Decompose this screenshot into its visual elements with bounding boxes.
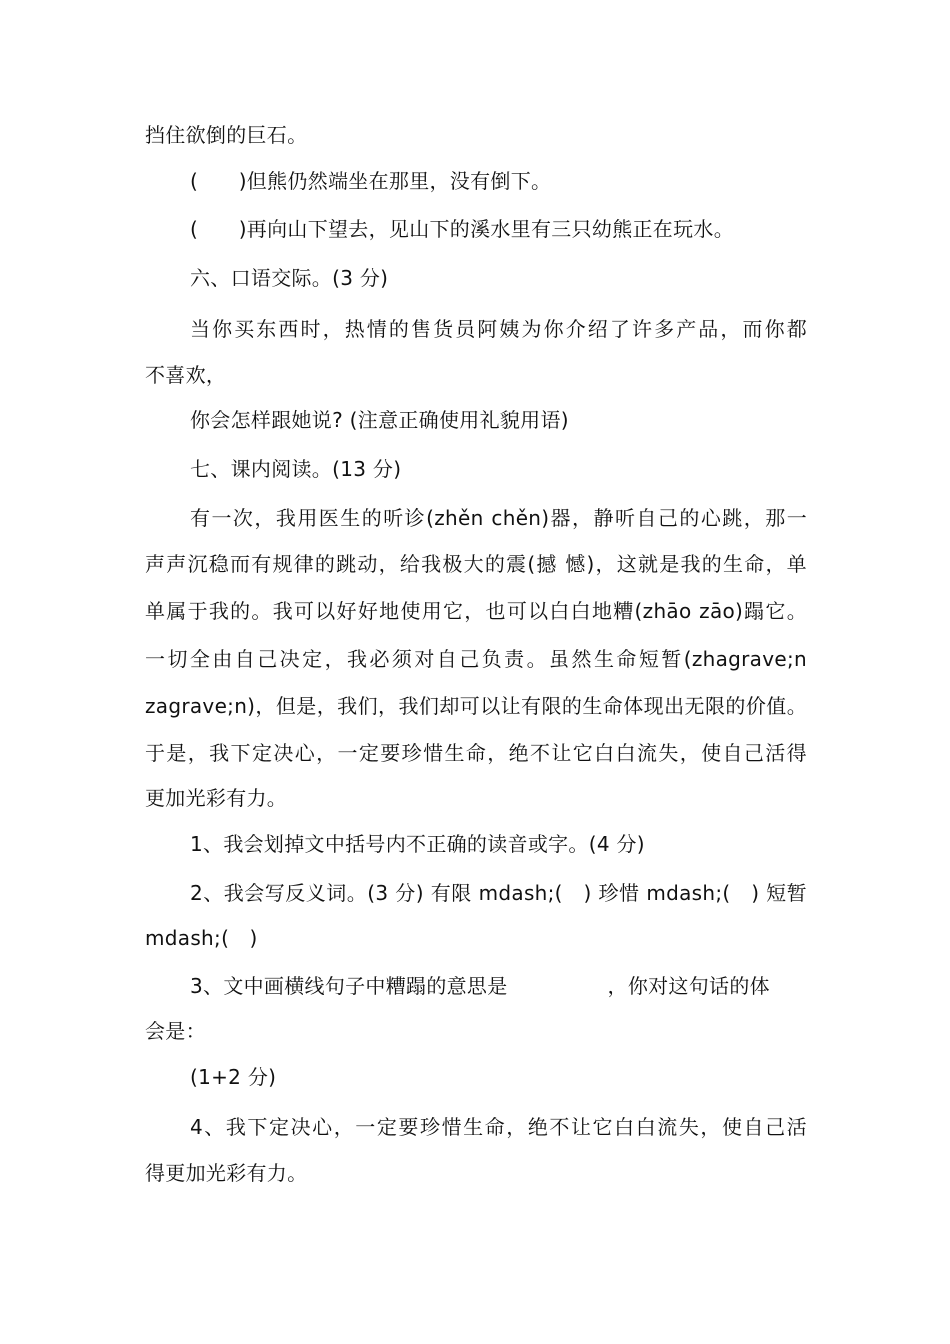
passage-line: 一切全由自己决定，我必须对自己负责。虽然生命短暂(zhagrave;n	[145, 647, 807, 671]
question-1: 1、我会划掉文中括号内不正确的读音或字。(4 分)	[190, 832, 645, 856]
sentence-order-item: ( )再向山下望去，见山下的溪水里有三只幼熊正在玩水。	[190, 217, 735, 241]
question-line: 你会怎样跟她说? (注意正确使用礼貌用语)	[190, 408, 569, 432]
section-heading-reading: 七、课内阅读。(13 分)	[190, 457, 402, 481]
passage-line: 单属于我的。我可以好好地使用它，也可以白白地糟(zhāo zāo)蹋它。	[145, 599, 807, 623]
passage-line: 于是，我下定决心，一定要珍惜生命，绝不让它白白流失，使自己活得	[145, 741, 807, 765]
question-4-continued: 得更加光彩有力。	[145, 1161, 308, 1185]
passage-line: zagrave;n)，但是，我们，我们却可以让有限的生命体现出无限的价值。	[145, 694, 807, 718]
question-3-followup: ，你对这句话的体	[607, 974, 770, 998]
section-heading-oral: 六、口语交际。(3 分)	[190, 266, 389, 290]
passage-line: 有一次，我用医生的听诊(zhěn chěn)器，静听自己的心跳，那一	[190, 506, 807, 530]
text-line: 不喜欢，	[145, 363, 227, 387]
question-3-prompt: 3、文中画横线句子中糟蹋的意思是	[190, 974, 508, 998]
question-3	[190, 968, 807, 1004]
question-2: 2、我会写反义词。(3 分) 有限 mdash;( ) 珍惜 mdash;( ) 短暂	[190, 881, 807, 905]
text-line: 当你买东西时，热情的售货员阿姨为你介绍了许多产品，而你都	[190, 317, 807, 341]
text-line: 会是：	[145, 1019, 206, 1043]
sentence-order-item: ( )但熊仍然端坐在那里，没有倒下。	[190, 169, 552, 193]
question-2-continued: mdash;( )	[145, 926, 258, 950]
passage-line: 更加光彩有力。	[145, 786, 288, 810]
text-line: 挡住欲倒的巨石。	[145, 123, 308, 147]
passage-line: 声声沉稳而有规律的跳动，给我极大的震(撼 憾)，这就是我的生命，单	[145, 552, 807, 576]
question-4: 4、我下定决心，一定要珍惜生命，绝不让它白白流失，使自己活	[190, 1115, 807, 1139]
score-note: (1+2 分)	[190, 1065, 277, 1089]
